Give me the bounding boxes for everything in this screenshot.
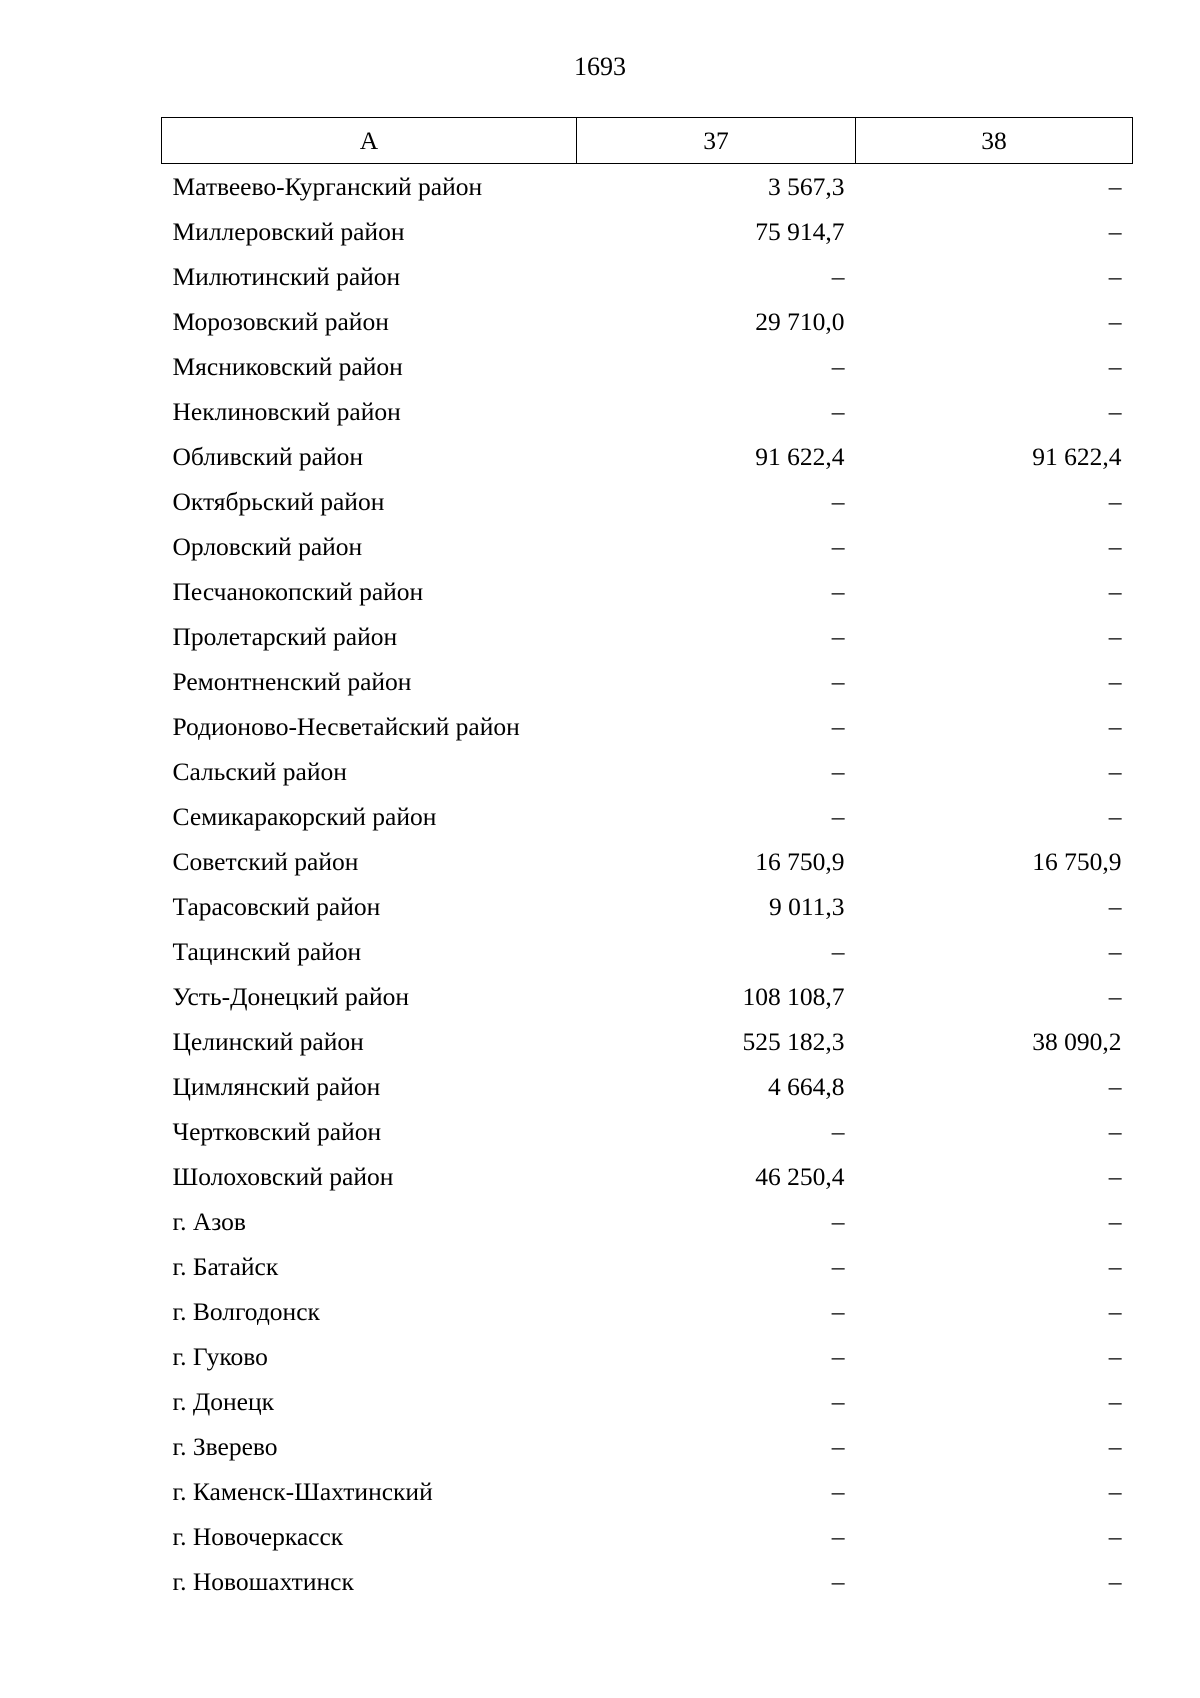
column-38-value-cell: – — [1108, 1251, 1122, 1281]
column-38-value-cell: 38 090,2 — [1032, 1026, 1122, 1056]
table-row — [162, 434, 1133, 479]
territory-name-cell: Обливский район — [172, 441, 364, 471]
territory-name-cell: г. Новошахтинск — [172, 1566, 354, 1596]
table-row — [162, 1379, 1133, 1424]
column-37-value-cell: – — [831, 1431, 845, 1461]
table-row — [162, 1559, 1133, 1604]
column-37-value-cell: 525 182,3 — [742, 1026, 845, 1056]
territory-name-cell: Орловский район — [172, 531, 363, 561]
column-37-value-cell: 16 750,9 — [755, 846, 845, 876]
territory-name-cell: г. Волгодонск — [172, 1296, 320, 1326]
column-38-value-cell: – — [1108, 801, 1122, 831]
column-38-value-cell: – — [1108, 486, 1122, 516]
territory-name-cell: Миллеровский район — [172, 216, 405, 246]
column-38-value-cell: – — [1108, 936, 1122, 966]
column-38-value-cell: – — [1108, 891, 1122, 921]
territory-name-cell: г. Азов — [172, 1206, 246, 1236]
table-row — [162, 1019, 1133, 1064]
table-row — [162, 659, 1133, 704]
table-row — [162, 1469, 1133, 1514]
table-row — [162, 1064, 1133, 1109]
territory-name-cell: Неклиновский район — [172, 396, 401, 426]
column-37-value-cell: 4 664,8 — [768, 1071, 845, 1101]
column-38-value-cell: – — [1108, 1296, 1122, 1326]
column-38-value-cell: – — [1108, 261, 1122, 291]
column-38-value-cell: – — [1108, 1521, 1122, 1551]
table-row — [162, 569, 1133, 614]
column-37-value-cell: – — [831, 1521, 845, 1551]
table-row — [162, 1289, 1133, 1334]
column-37-value-cell: – — [831, 621, 845, 651]
table-row — [162, 614, 1133, 659]
table-row — [162, 254, 1133, 299]
territory-name-cell: Тацинский район — [172, 936, 362, 966]
territory-name-cell: Целинский район — [172, 1026, 364, 1056]
column-38-value-cell: 16 750,9 — [1032, 846, 1122, 876]
table-row — [162, 749, 1133, 794]
table-row — [162, 884, 1133, 929]
column-37-value-cell: – — [831, 531, 845, 561]
column-37-value-cell: – — [831, 576, 845, 606]
column-38-value-cell: – — [1108, 396, 1122, 426]
column-38-value-cell: – — [1108, 756, 1122, 786]
column-37-value-cell: 9 011,3 — [768, 891, 845, 921]
column-38-value-cell: – — [1108, 1206, 1122, 1236]
table-row — [162, 524, 1133, 569]
table-body — [162, 164, 1133, 1605]
territory-name-cell: г. Донецк — [172, 1386, 274, 1416]
table-row — [162, 839, 1133, 884]
column-37-value-cell: 91 622,4 — [755, 441, 845, 471]
column-37-value-cell: – — [831, 1251, 845, 1281]
table-row — [162, 479, 1133, 524]
table-row — [162, 1199, 1133, 1244]
column-38-value-cell: – — [1108, 981, 1122, 1011]
column-37-value-cell: 3 567,3 — [768, 171, 845, 201]
column-38-value-cell: – — [1108, 1566, 1122, 1596]
table-row — [162, 1514, 1133, 1559]
table-row — [162, 1109, 1133, 1154]
column-37-value-cell: – — [831, 1566, 845, 1596]
column-38-value-cell: – — [1108, 711, 1122, 741]
table-row — [162, 794, 1133, 839]
column-header-38: 38 — [856, 118, 1133, 164]
territory-name-cell: Мясниковский район — [172, 351, 403, 381]
column-37-value-cell: – — [831, 486, 845, 516]
column-37-value-cell: – — [831, 1476, 845, 1506]
table-row — [162, 1154, 1133, 1199]
territory-name-cell: Морозовский район — [172, 306, 389, 336]
territory-name-cell: г. Гуково — [172, 1341, 268, 1371]
column-38-value-cell: – — [1108, 1116, 1122, 1146]
header-row — [162, 118, 1133, 164]
column-38-value-cell: – — [1108, 1341, 1122, 1371]
column-38-value-cell: – — [1108, 621, 1122, 651]
territory-name-cell: г. Батайск — [172, 1251, 279, 1281]
column-38-value-cell: – — [1108, 1071, 1122, 1101]
column-38-value-cell: – — [1108, 1386, 1122, 1416]
column-37-value-cell: 108 108,7 — [742, 981, 845, 1011]
column-37-value-cell: – — [831, 1206, 845, 1236]
territory-name-cell: Ремонтненский район — [172, 666, 412, 696]
territory-name-cell: Сальский район — [172, 756, 347, 786]
table-row — [162, 209, 1133, 254]
column-37-value-cell: – — [831, 1341, 845, 1371]
territory-name-cell: Семикаракорский район — [172, 801, 437, 831]
column-38-value-cell: – — [1108, 216, 1122, 246]
column-37-value-cell: – — [831, 801, 845, 831]
column-38-value-cell: – — [1108, 531, 1122, 561]
column-38-value-cell: – — [1108, 351, 1122, 381]
column-38-value-cell: – — [1108, 666, 1122, 696]
table-row — [162, 1334, 1133, 1379]
column-header-37: 37 — [577, 118, 856, 164]
column-37-value-cell: – — [831, 261, 845, 291]
column-37-value-cell: 29 710,0 — [755, 306, 845, 336]
table-header — [162, 118, 1133, 164]
column-37-value-cell: – — [831, 1296, 845, 1326]
territory-name-cell: Песчанокопский район — [172, 576, 424, 606]
table-row — [162, 1244, 1133, 1289]
column-37-value-cell: – — [831, 1386, 845, 1416]
territory-name-cell: Усть-Донецкий район — [172, 981, 409, 1011]
column-38-value-cell: – — [1108, 1476, 1122, 1506]
column-38-value-cell: – — [1108, 576, 1122, 606]
column-38-value-cell: – — [1108, 306, 1122, 336]
territory-name-cell: г. Зверево — [172, 1431, 278, 1461]
column-37-value-cell: – — [831, 711, 845, 741]
territory-name-cell: Пролетарский район — [172, 621, 398, 651]
budget-table — [161, 117, 1133, 1604]
table-row — [162, 974, 1133, 1019]
table-row — [162, 164, 1133, 210]
table-row — [162, 929, 1133, 974]
column-37-value-cell: – — [831, 396, 845, 426]
column-37-value-cell: – — [831, 351, 845, 381]
table-row — [162, 299, 1133, 344]
territory-name-cell: Тарасовский район — [172, 891, 381, 921]
column-header-a: А — [162, 118, 577, 164]
column-38-value-cell: – — [1108, 1161, 1122, 1191]
territory-name-cell: Октябрьский район — [172, 486, 385, 516]
table-row — [162, 389, 1133, 434]
table-row — [162, 704, 1133, 749]
territory-name-cell: Милютинский район — [172, 261, 401, 291]
page-number: 1693 — [574, 52, 626, 81]
column-37-value-cell: – — [831, 936, 845, 966]
table-row — [162, 344, 1133, 389]
column-37-value-cell: 46 250,4 — [755, 1161, 845, 1191]
column-38-value-cell: – — [1108, 171, 1122, 201]
territory-name-cell: Советский район — [172, 846, 359, 876]
column-37-value-cell: – — [831, 666, 845, 696]
territory-name-cell: Родионово-Несветайский район — [172, 711, 520, 741]
column-37-value-cell: – — [831, 756, 845, 786]
column-37-value-cell: – — [831, 1116, 845, 1146]
column-37-value-cell: 75 914,7 — [755, 216, 845, 246]
territory-name-cell: Матвеево-Курганский район — [172, 171, 483, 201]
territory-name-cell: Шолоховский район — [172, 1161, 394, 1191]
territory-name-cell: г. Новочеркасск — [172, 1521, 344, 1551]
territory-name-cell: Цимлянский район — [172, 1071, 381, 1101]
column-38-value-cell: – — [1108, 1431, 1122, 1461]
table-row — [162, 1424, 1133, 1469]
territory-name-cell: Чертковский район — [172, 1116, 382, 1146]
column-38-value-cell: 91 622,4 — [1032, 441, 1122, 471]
territory-name-cell: г. Каменск-Шахтинский — [172, 1476, 433, 1506]
